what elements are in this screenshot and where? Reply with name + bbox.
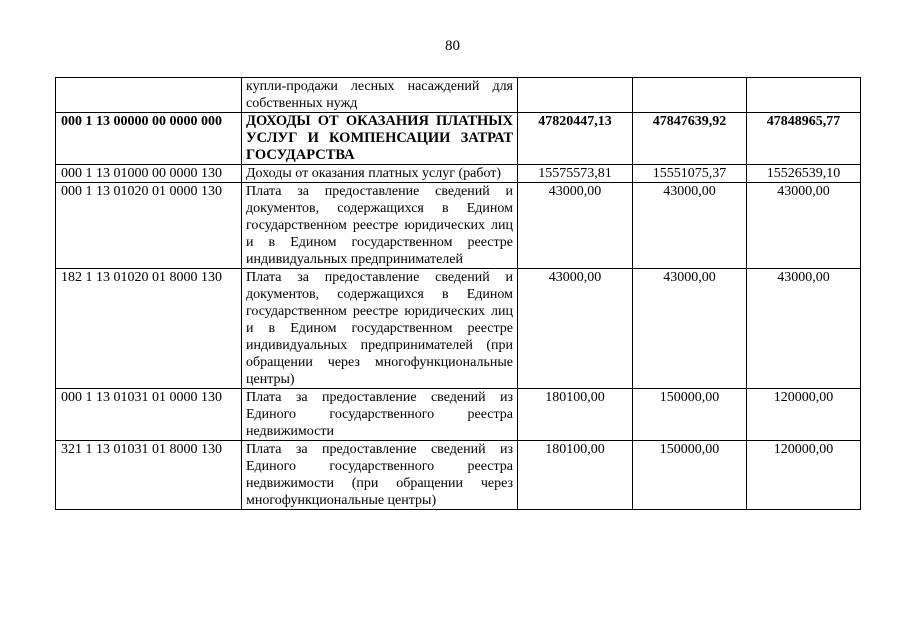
amount-year1-cell: 15575573,81 [518, 165, 633, 183]
amount-year3-cell: 120000,00 [747, 441, 861, 510]
amount-year2-cell: 47847639,92 [633, 113, 747, 165]
table-row [56, 441, 861, 510]
amount-year1-cell: 43000,00 [518, 183, 633, 269]
table-row [56, 78, 861, 113]
revenue-name-cell: ДОХОДЫ ОТ ОКАЗАНИЯ ПЛАТНЫХ УСЛУГ И КОМПЕНСАЦИИ ЗАТРАТ ГОСУДАРСТВА [242, 113, 518, 165]
amount-year3-cell [747, 78, 861, 113]
revenue-table-body [56, 78, 861, 510]
amount-year2-cell: 15551075,37 [633, 165, 747, 183]
revenue-name-cell: Плата за предоставление сведений и документов, содержащихся в Едином государственном реестре юридических лиц и в Едином государственном реестре индивидуальных предпринимателей [242, 183, 518, 269]
amount-year2-cell: 150000,00 [633, 389, 747, 441]
amount-year3-cell: 43000,00 [747, 183, 861, 269]
table-row [56, 165, 861, 183]
revenue-name-cell: Плата за предоставление сведений из Единого государственного реестра недвижимости (при обращении через многофункциональные центры) [242, 441, 518, 510]
table-row [56, 269, 861, 389]
revenue-table [55, 77, 861, 510]
budget-code-cell: 000 1 13 00000 00 0000 000 [56, 113, 242, 165]
revenue-name-cell: Доходы от оказания платных услуг (работ) [242, 165, 518, 183]
budget-code-cell: 000 1 13 01000 00 0000 130 [56, 165, 242, 183]
budget-code-cell: 182 1 13 01020 01 8000 130 [56, 269, 242, 389]
budget-code-cell: 321 1 13 01031 01 8000 130 [56, 441, 242, 510]
amount-year1-cell: 180100,00 [518, 441, 633, 510]
amount-year2-cell: 43000,00 [633, 269, 747, 389]
amount-year3-cell: 43000,00 [747, 269, 861, 389]
page-number: 80 [445, 38, 460, 54]
budget-code-cell [56, 78, 242, 113]
revenue-name-cell: Плата за предоставление сведений из Единого государственного реестра недвижимости [242, 389, 518, 441]
table-row [56, 389, 861, 441]
revenue-name-cell: купли-продажи лесных насаждений для собственных нужд [242, 78, 518, 113]
amount-year1-cell: 180100,00 [518, 389, 633, 441]
amount-year2-cell: 43000,00 [633, 183, 747, 269]
revenue-name-cell: Плата за предоставление сведений и документов, содержащихся в Едином государственном реестре юридических лиц и в Едином государственном реестре индивидуальных предпринимателей (при обращении через многофункциональные центры) [242, 269, 518, 389]
budget-code-cell: 000 1 13 01020 01 0000 130 [56, 183, 242, 269]
amount-year3-cell: 47848965,77 [747, 113, 861, 165]
amount-year1-cell [518, 78, 633, 113]
amount-year1-cell: 43000,00 [518, 269, 633, 389]
table-row [56, 183, 861, 269]
amount-year3-cell: 15526539,10 [747, 165, 861, 183]
amount-year1-cell: 47820447,13 [518, 113, 633, 165]
table-row [56, 113, 861, 165]
amount-year2-cell: 150000,00 [633, 441, 747, 510]
budget-code-cell: 000 1 13 01031 01 0000 130 [56, 389, 242, 441]
amount-year3-cell: 120000,00 [747, 389, 861, 441]
amount-year2-cell [633, 78, 747, 113]
